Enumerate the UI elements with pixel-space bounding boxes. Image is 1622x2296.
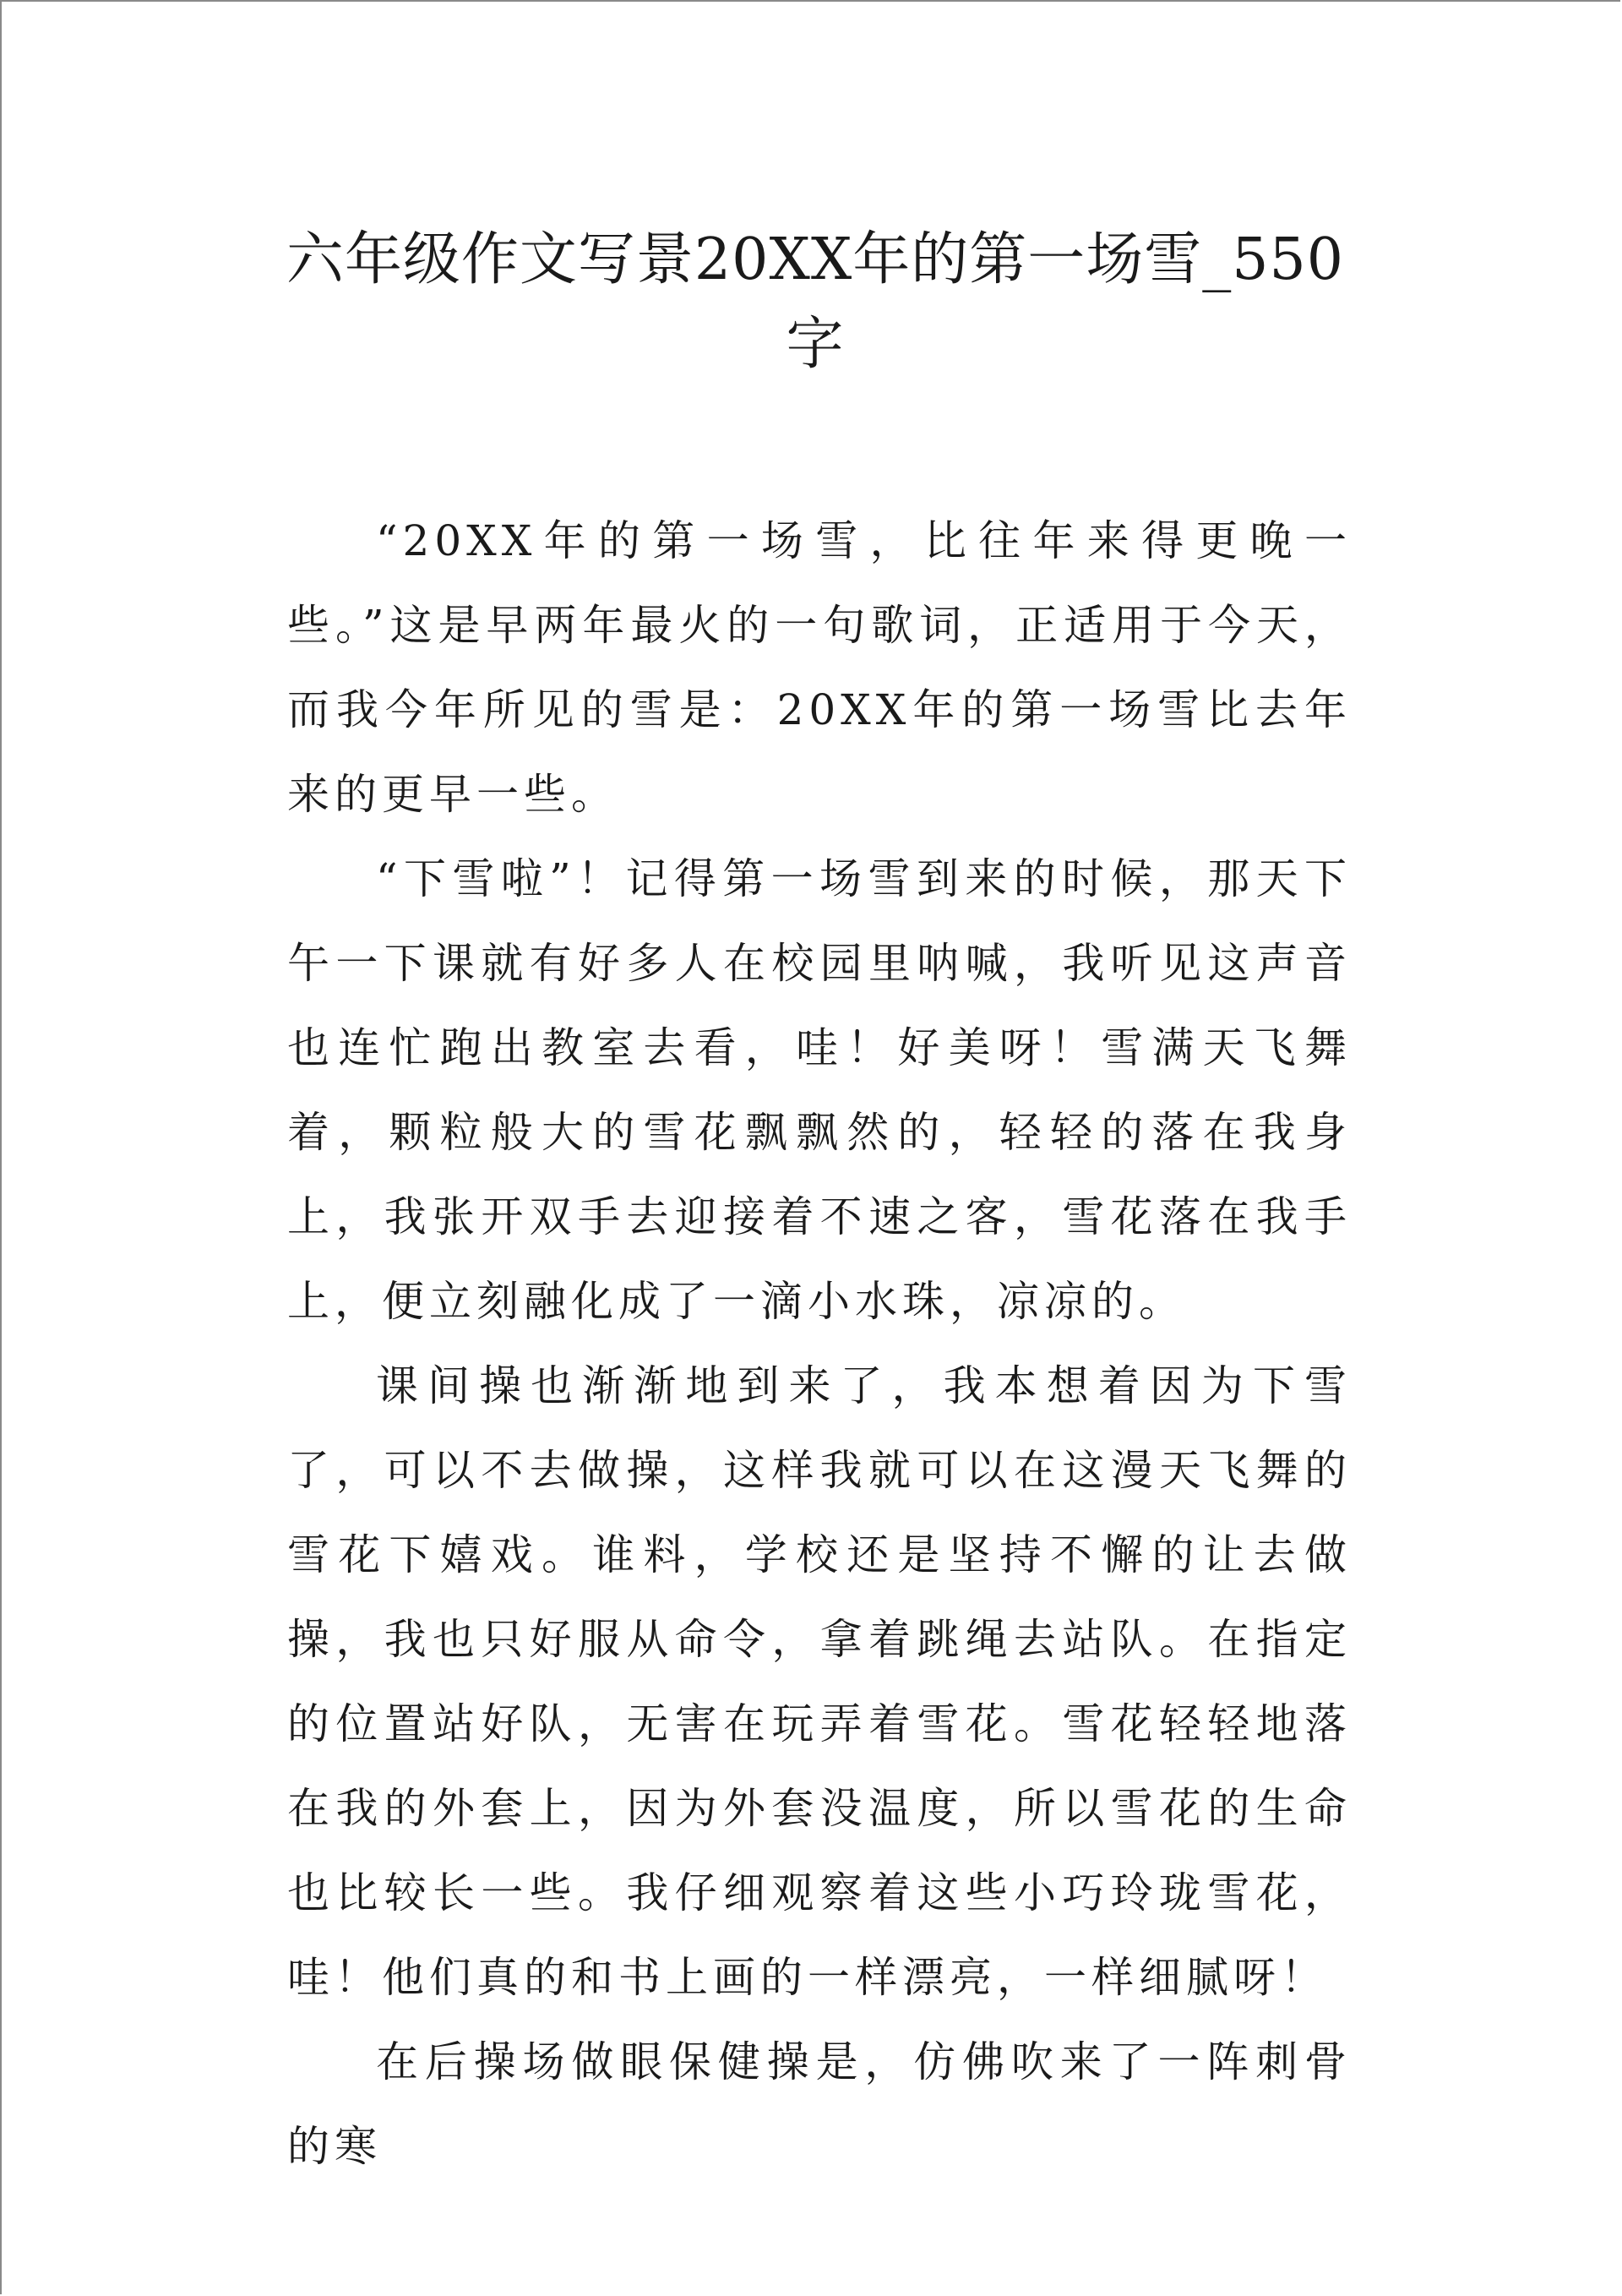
paragraph-3: 课间操也渐渐地到来了，我本想着因为下雪了，可以不去做操，这样我就可以在这漫天飞舞的雪花下嬉戏。谁料，学校还是坚持不懈的让去做操，我也只好服从命令，拿着跳绳去站队。在指定的位置站好队，无害在玩弄着雪花。雪花轻轻地落在我的外套上，因为外套没温度，所以雪花的生命也比较长一些。我仔细观察着这些小巧玲珑雪花，哇！他们真的和书上画的一样漂亮，一样细腻呀！ bbox=[287, 1361, 1352, 2002]
document-title: 六年级作文写景20XX年的第一场雪_550字 bbox=[286, 226, 1345, 378]
paragraph-4: 在后操场做眼保健操是，仿佛吹来了一阵刺骨的寒 bbox=[287, 2037, 1352, 2171]
document-body bbox=[287, 499, 1352, 2189]
paragraph-1: “20XX年的第一场雪，比往年来得更晚一些。”这是早两年最火的一句歌词，正适用于今天，而我今年所见的雪是：20XX年的第一场雪比去年来的更早一些。 bbox=[287, 516, 1352, 819]
paragraph-2: “下雪啦”！记得第一场雪到来的时候，那天下午一下课就有好多人在校园里呐喊，我听见这声音也连忙跑出教室去看，哇！好美呀！雪满天飞舞着，颗粒般大的雪花飘飘然的，轻轻的落在我身上，我张开双手去迎接着不速之客，雪花落在我手上，便立刻融化成了一滴小水珠，凉凉的。 bbox=[287, 854, 1352, 1326]
